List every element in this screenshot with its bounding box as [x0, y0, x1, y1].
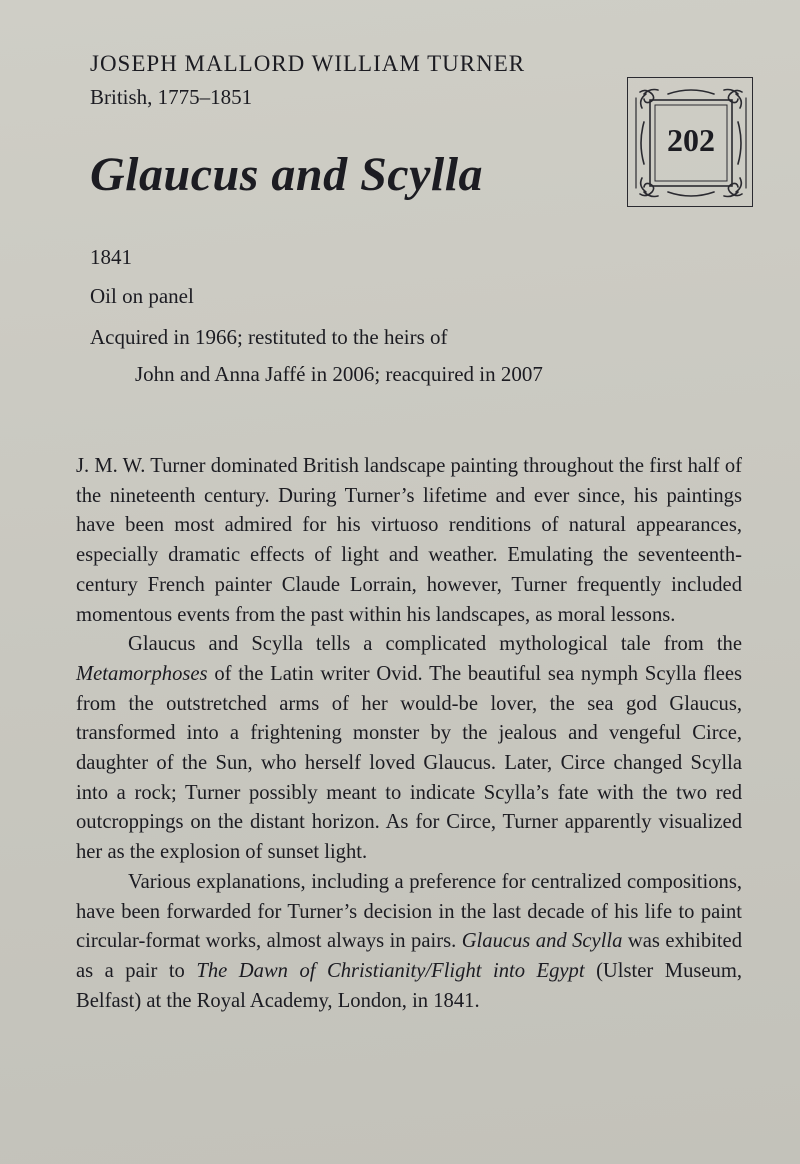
paragraph-2: [76, 630, 742, 868]
label-body-text: [76, 452, 742, 1016]
paragraph-2-italic-work: Metamorphoses: [76, 662, 208, 685]
artwork-date: 1841: [90, 245, 132, 269]
paragraph-3: [76, 868, 742, 1017]
paragraph-1: J. M. W. Turner dominated British landscape painting throughout the first half of the nineteenth century. During Turner’s lifetime and ever since, his paintings have been most admired for his virtuoso renditions of natural appearances, especially dramatic effects of light and weather. Emulating the seventeenth-century French painter Claude Lorrain, however, Turner frequently included momentous events from the past within his landscapes, as moral lessons.: [76, 455, 742, 626]
catalog-number-badge: [627, 77, 753, 207]
paragraph-2-text-a: Glaucus and Scylla tells a complicated mythological tale from the: [128, 633, 742, 656]
artwork-title: Glaucus and Scylla: [90, 148, 484, 201]
paragraph-3-text-e: (Ulster Museum, Belfast) at the Royal Academy, London, in 1841.: [76, 959, 742, 1012]
provenance-line-2: John and Anna Jaffé in 2006; reacquired in 2007: [135, 362, 543, 386]
paragraph-2-text-c: of the Latin writer Ovid. The beautiful sea nymph Scylla flees from the outstretched arms of her would-be lover, the sea god Glaucus, transformed into a frightening monster by the jealous and vengeful Circe, daughter of the Sun, who herself loved Glaucus. Later, Circe changed Scylla into a rock; Turner possibly meant to indicate Scylla’s fate with the two red outcroppings on the distant horizon. As for Circe, Turner apparently visualized her as the explosion of sunset light.: [76, 662, 742, 864]
artwork-medium: Oil on panel: [90, 284, 194, 308]
paragraph-3-text-c: was exhibited as a pair to: [76, 930, 742, 982]
provenance-line-1: Acquired in 1966; restituted to the heirs of: [90, 325, 448, 349]
catalog-number: 202: [667, 122, 715, 158]
paragraph-3-italic-pair-title: The Dawn of Christianity/Flight into Egypt: [196, 959, 585, 982]
artist-nationality-dates: British, 1775–1851: [90, 85, 253, 109]
artist-name: JOSEPH MALLORD WILLIAM TURNER: [90, 51, 526, 76]
paragraph-3-text-a: Various explanations, including a preference for centralized compositions, have been forwarded for Turner’s decision in the last decade of his life to paint circular-format works, almost always in pairs.: [76, 870, 742, 953]
paragraph-3-italic-title: Glaucus and Scylla: [461, 930, 623, 953]
